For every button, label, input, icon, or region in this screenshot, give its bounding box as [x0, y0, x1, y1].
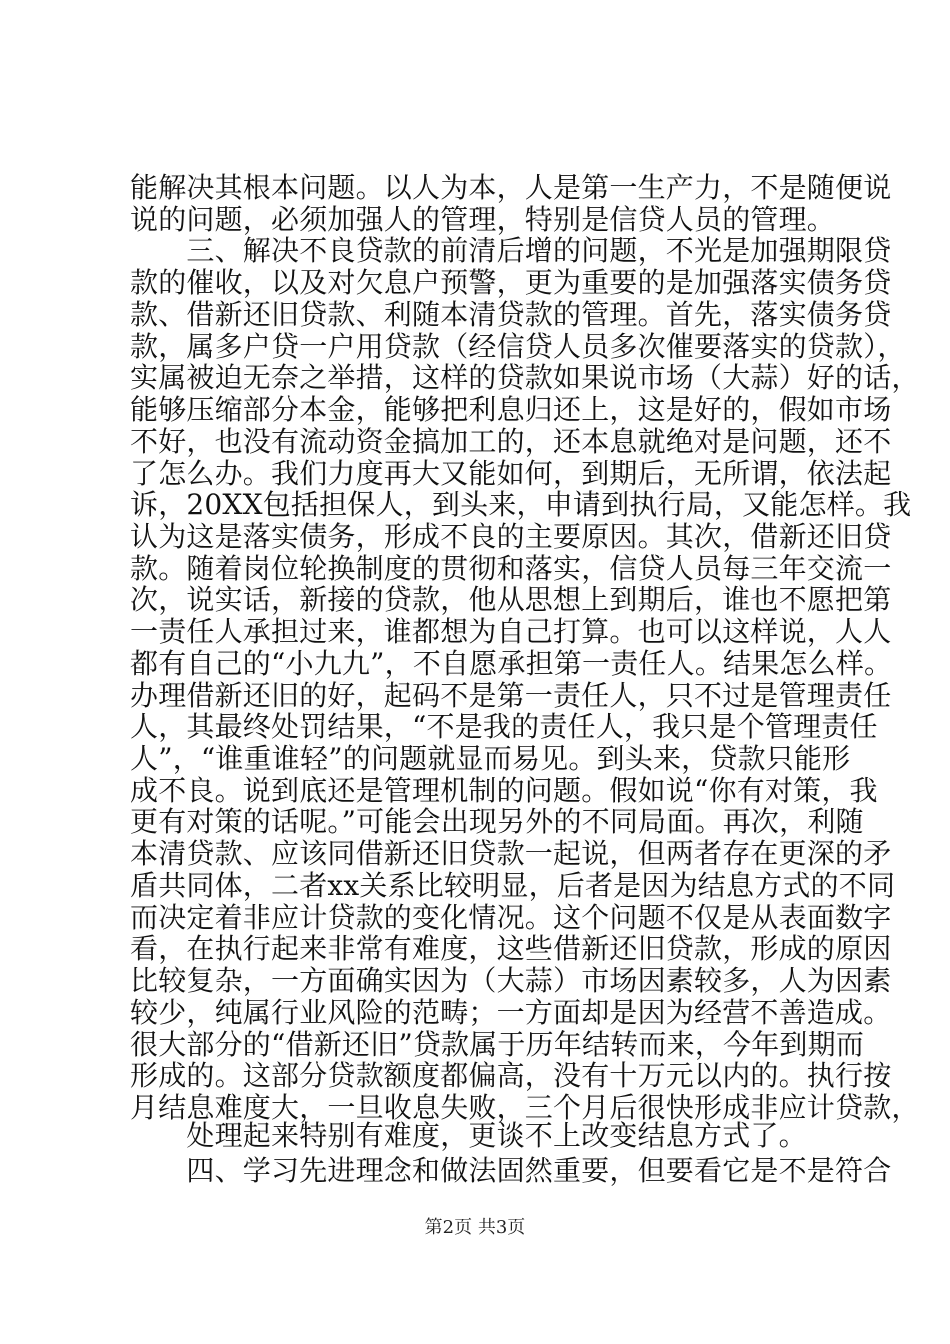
text-line: 都有自己的“小九九”，不自愿承担第一责任人。结果怎么样。 — [130, 647, 893, 680]
text-line: 很大部分的“借新还旧”贷款属于历年结转而来，今年到期而 — [130, 1028, 865, 1061]
text-line: 说的问题，必须加强人的管理，特别是信贷人员的管理。 — [130, 203, 836, 236]
text-line: 款的催收，以及对欠息户预警，更为重要的是加强落实债务贷 — [130, 266, 892, 299]
text-line: 本清贷款、应该同借新还旧贷款一起说，但两者存在更深的矛 — [130, 837, 892, 870]
text-line: 三、解决不良贷款的前清后增的问题，不光是加强期限贷 — [130, 234, 892, 267]
text-line: 款。随着岗位轮换制度的贯彻和落实，信贷人员每三年交流一 — [130, 552, 892, 585]
text-line: 款，属多户贷一户用贷款（经信贷人员多次催要落实的贷款）， — [130, 330, 906, 363]
page-footer: 第2页 共3页 — [424, 1217, 526, 1238]
text-line: 了怎么办。我们力度再大又能如何，到期后，无所谓，依法起 — [130, 457, 892, 490]
text-line: 比较复杂，一方面确实因为（大蒜）市场因素较多，人为因素 — [130, 964, 892, 997]
text-line: 实属被迫无奈之举措，这样的贷款如果说市场（大蒜）好的话， — [130, 361, 920, 394]
text-line: 不好，也没有流动资金搞加工的，还本息就绝对是问题，还不 — [130, 425, 892, 458]
text-line: 能够压缩部分本金，能够把利息归还上，这是好的，假如市场 — [130, 393, 892, 426]
text-line: 而决定着非应计贷款的变化情况。这个问题不仅是从表面数字 — [130, 901, 892, 934]
text-line: 一责任人承担过来，谁都想为自己打算。也可以这样说，人人 — [130, 615, 892, 648]
text-line: 较少，纯属行业风险的范畴；一方面却是因为经营不善造成。 — [130, 996, 892, 1029]
text-line: 办理借新还旧的好，起码不是第一责任人，只不过是管理责任 — [130, 679, 892, 712]
text-line: 处理起来特别有难度，更谈不上改变结息方式了。 — [130, 1119, 807, 1152]
text-line: 能解决其根本问题。以人为本，人是第一生产力，不是随便说 — [130, 171, 892, 204]
text-line: 月结息难度大，一旦收息失败，三个月后很快形成非应计贷款， — [130, 1091, 920, 1124]
text-line: 诉，20XX包括担保人，到头来，申请到执行局，又能怎样。我 — [130, 488, 912, 521]
text-line: 更有对策的话呢。”可能会出现另外的不同局面。再次，利随 — [130, 805, 864, 838]
text-line: 人，其最终处罚结果，“不是我的责任人，我只是个管理责任 — [130, 710, 878, 743]
text-line: 次，说实话，新接的贷款，他从思想上到期后，谁也不愿把第 — [130, 583, 892, 616]
text-line: 人”，“谁重谁轻”的问题就显而易见。到头来，贷款只能形 — [130, 742, 851, 775]
text-line: 认为这是落实债务，形成不良的主要原因。其次，借新还旧贷 — [130, 520, 892, 553]
text-line: 形成的。这部分贷款额度都偏高，没有十万元以内的。执行按 — [130, 1059, 892, 1092]
text-line: 看，在执行起来非常有难度，这些借新还旧贷款，形成的原因 — [130, 932, 892, 965]
text-line: 盾共同体，二者xx关系比较明显，后者是因为结息方式的不同 — [130, 869, 896, 902]
text-line: 四、学习先进理念和做法固然重要，但要看它是不是符合 — [130, 1154, 892, 1187]
text-line: 款、借新还旧贷款、利随本清贷款的管理。首先，落实债务贷 — [130, 298, 892, 331]
text-line: 成不良。说到底还是管理机制的问题。假如说“你有对策，我 — [130, 774, 878, 807]
